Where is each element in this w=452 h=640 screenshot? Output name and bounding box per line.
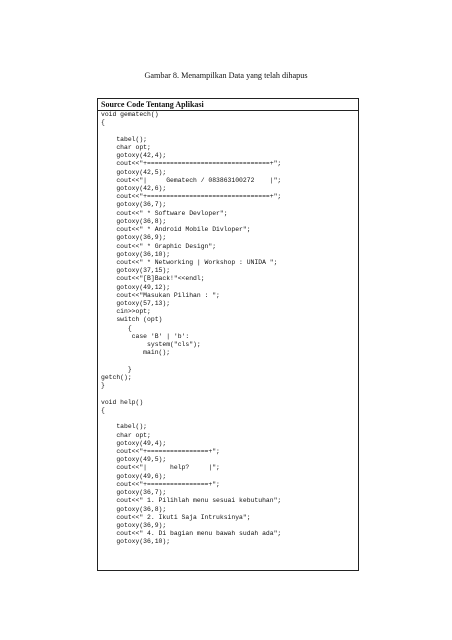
code-line: cout<<"+================+"; [101, 480, 220, 488]
code-line: cout<<"+================================+"; [101, 160, 282, 168]
code-line: gotoxy(37,15); [101, 267, 171, 275]
code-line: void help() [101, 398, 144, 406]
code-line: tabel(); [101, 423, 148, 431]
code-line: gotoxy(49,6); [101, 472, 167, 480]
code-line: { [101, 324, 132, 332]
code-line [101, 358, 358, 366]
code-line: gotoxy(36,8); [101, 217, 167, 225]
code-line: char opt; [101, 143, 151, 151]
code-line: gotoxy(42,5); [101, 168, 167, 176]
code-line: tabel(); [101, 135, 148, 143]
code-line: main(); [101, 349, 171, 357]
source-code-title: Source Code Tentang Aplikasi [98, 99, 358, 111]
code-line: char opt; [101, 431, 151, 439]
code-line: cin>>opt; [101, 308, 151, 316]
code-line [101, 127, 358, 135]
code-line: cout<<"[B]Back!"<<endl; [101, 275, 205, 283]
code-line: gotoxy(36,9); [101, 234, 167, 242]
code-line: gotoxy(42,4); [101, 152, 167, 160]
code-line: cout<<" 1. Pilihlah menu sesuai kebutuhan"; [101, 497, 282, 505]
code-line: } [101, 365, 132, 373]
code-line: gotoxy(42,6); [101, 184, 167, 192]
code-line: cout<<" 4. Di bagian menu bawah sudah ada"; [101, 530, 282, 538]
code-line: cout<<" * Graphic Design"; [101, 242, 217, 250]
code-line: gotoxy(36,10); [101, 538, 171, 546]
code-line [101, 390, 358, 398]
code-line: cout<<"+================+"; [101, 447, 220, 455]
code-line: void gematech() [101, 111, 159, 118]
code-line: gotoxy(36,8); [101, 505, 167, 513]
code-line: gotoxy(49,4); [101, 439, 167, 447]
code-line: { [101, 119, 105, 127]
code-line: getch(); [101, 374, 132, 381]
code-line: cout<<" * Android Mobile Divloper"; [101, 226, 251, 234]
code-line [101, 415, 358, 423]
code-line: cout<<" * Software Devloper"; [101, 209, 228, 217]
code-line: } [101, 382, 105, 390]
code-line: gotoxy(36,7); [101, 201, 167, 209]
code-line: cout<<"+================================+"; [101, 193, 282, 201]
code-line: cout<<" 2. Ikuti Saja Intruksinya"; [101, 513, 251, 521]
code-line: gotoxy(36,9); [101, 521, 167, 529]
code-listing [98, 111, 358, 547]
code-line: cout<<"Masukan Pilihan : "; [101, 291, 220, 299]
code-line: { [101, 406, 105, 414]
code-line: gotoxy(36,10); [101, 250, 171, 258]
code-line: switch (opt) [101, 316, 163, 324]
code-line: gotoxy(49,12); [101, 283, 171, 291]
code-line: gotoxy(36,7); [101, 489, 167, 497]
code-line: case 'B' | 'b': [101, 332, 190, 340]
source-code-box [97, 98, 359, 571]
code-line: gotoxy(49,5); [101, 456, 167, 464]
code-line: gotoxy(57,13); [101, 300, 171, 308]
code-line: cout<<"| Gematech / 083863100272 |"; [101, 176, 282, 184]
code-line: cout<<"| help? |"; [101, 464, 220, 472]
figure-caption: Gambar 8. Menampilkan Data yang telah dihapus [144, 71, 308, 80]
code-line: system("cls"); [101, 341, 201, 349]
code-line: cout<<" * Networking | Workshop : UNIDA "; [101, 258, 278, 266]
